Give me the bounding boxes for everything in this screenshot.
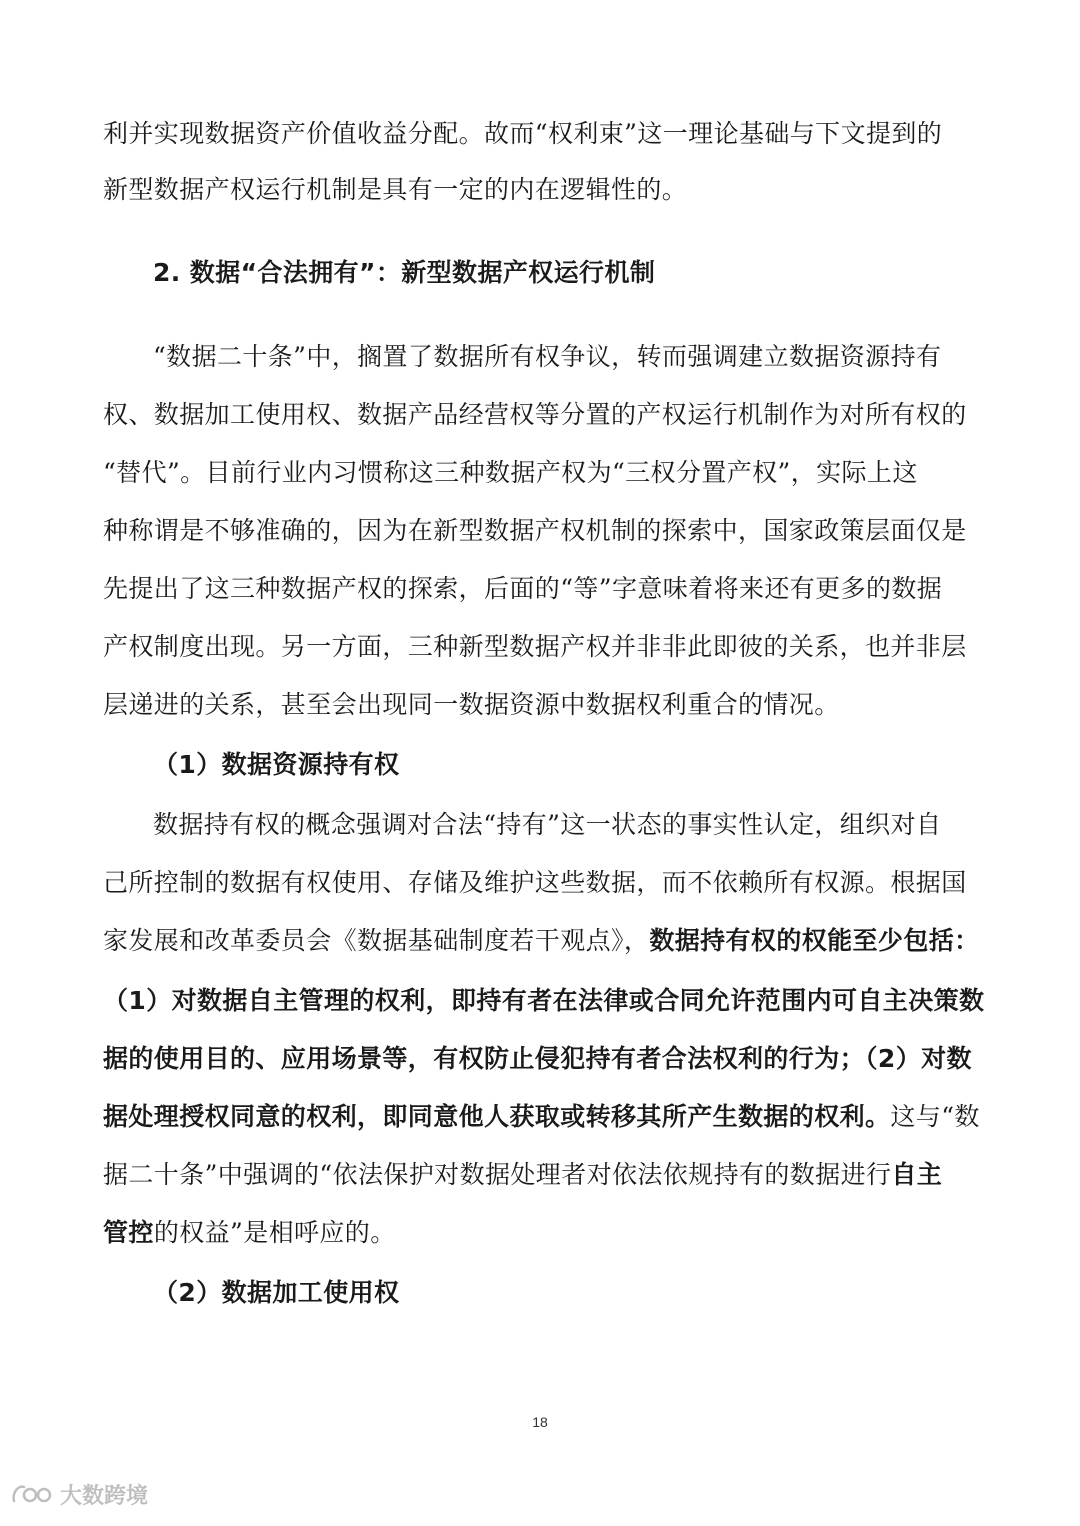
bold-text: 管控 (103, 1218, 154, 1247)
paragraph-line: 种称谓是不够准确的，因为在新型数据产权机制的探索中，国家政策层面仅是 (103, 516, 967, 545)
paragraph-line: 己所控制的数据有权使用、存储及维护这些数据，而不依赖所有权源。根据国 (103, 868, 967, 897)
paragraph-line: 新型数据产权运行机制是具有一定的内在逻辑性的。 (103, 175, 688, 204)
paragraph-line: 层递进的关系，甚至会出现同一数据资源中数据权利重合的情况。 (103, 690, 840, 719)
paragraph-line: 权、数据加工使用权、数据产品经营权等分置的产权运行机制作为对所有权的 (103, 400, 967, 429)
bold-text: 自主 (891, 1160, 943, 1189)
paragraph-line: 产权制度出现。另一方面，三种新型数据产权并非非此即彼的关系，也并非层 (103, 632, 967, 661)
plain-text: 据二十条”中强调的“依法保护对数据处理者对依法依规持有的数据进行 (103, 1160, 892, 1189)
bold-text: 数据持有权的权能至少包括： (649, 926, 980, 955)
watermark-text: 大数跨境 (60, 1483, 149, 1509)
paragraph-line: 利并实现数据资产价值收益分配。故而“权利束”这一理论基础与下文提到的 (103, 119, 943, 148)
bold-text: 据处理授权同意的权利，即同意他人获取或转移其所产生数据的权利。 (103, 1102, 891, 1131)
bold-paragraph-line: 据的使用目的、应用场景等，有权防止侵犯持有者合法权利的行为；（2）对数 (103, 1044, 972, 1073)
plain-text: 的权益”是相呼应的。 (153, 1218, 396, 1247)
paragraph-line (103, 924, 980, 958)
plain-text: 这与“数 (890, 1102, 980, 1131)
paragraph-line (103, 1100, 980, 1134)
subsection-heading: （1）数据资源持有权 (153, 750, 400, 779)
paragraph-line: “替代”。目前行业内习惯称这三种数据产权为“三权分置产权”，实际上这 (103, 458, 918, 487)
paragraph-line (103, 1216, 973, 1250)
page-number: 18 (532, 1414, 548, 1430)
paragraph-line: 先提出了这三种数据产权的探索，后面的“等”字意味着将来还有更多的数据 (103, 574, 943, 603)
paragraph-line (103, 1158, 973, 1192)
section-heading: 2. 数据“合法拥有”：新型数据产权运行机制 (153, 258, 656, 287)
watermark-logo-icon (10, 1479, 54, 1509)
paragraph-line: 数据持有权的概念强调对合法“持有”这一状态的事实性认定，组织对自 (153, 810, 942, 839)
watermark (10, 1474, 148, 1514)
paragraph-line: “数据二十条”中，搁置了数据所有权争议，转而强调建立数据资源持有 (153, 342, 942, 371)
bold-paragraph-line: （1）对数据自主管理的权利，即持有者在法律或合同允许范围内可自主决策数 (103, 986, 985, 1015)
plain-text: 家发展和改革委员会《数据基础制度若干观点》， (103, 926, 650, 955)
subsection-heading: （2）数据加工使用权 (153, 1278, 400, 1307)
